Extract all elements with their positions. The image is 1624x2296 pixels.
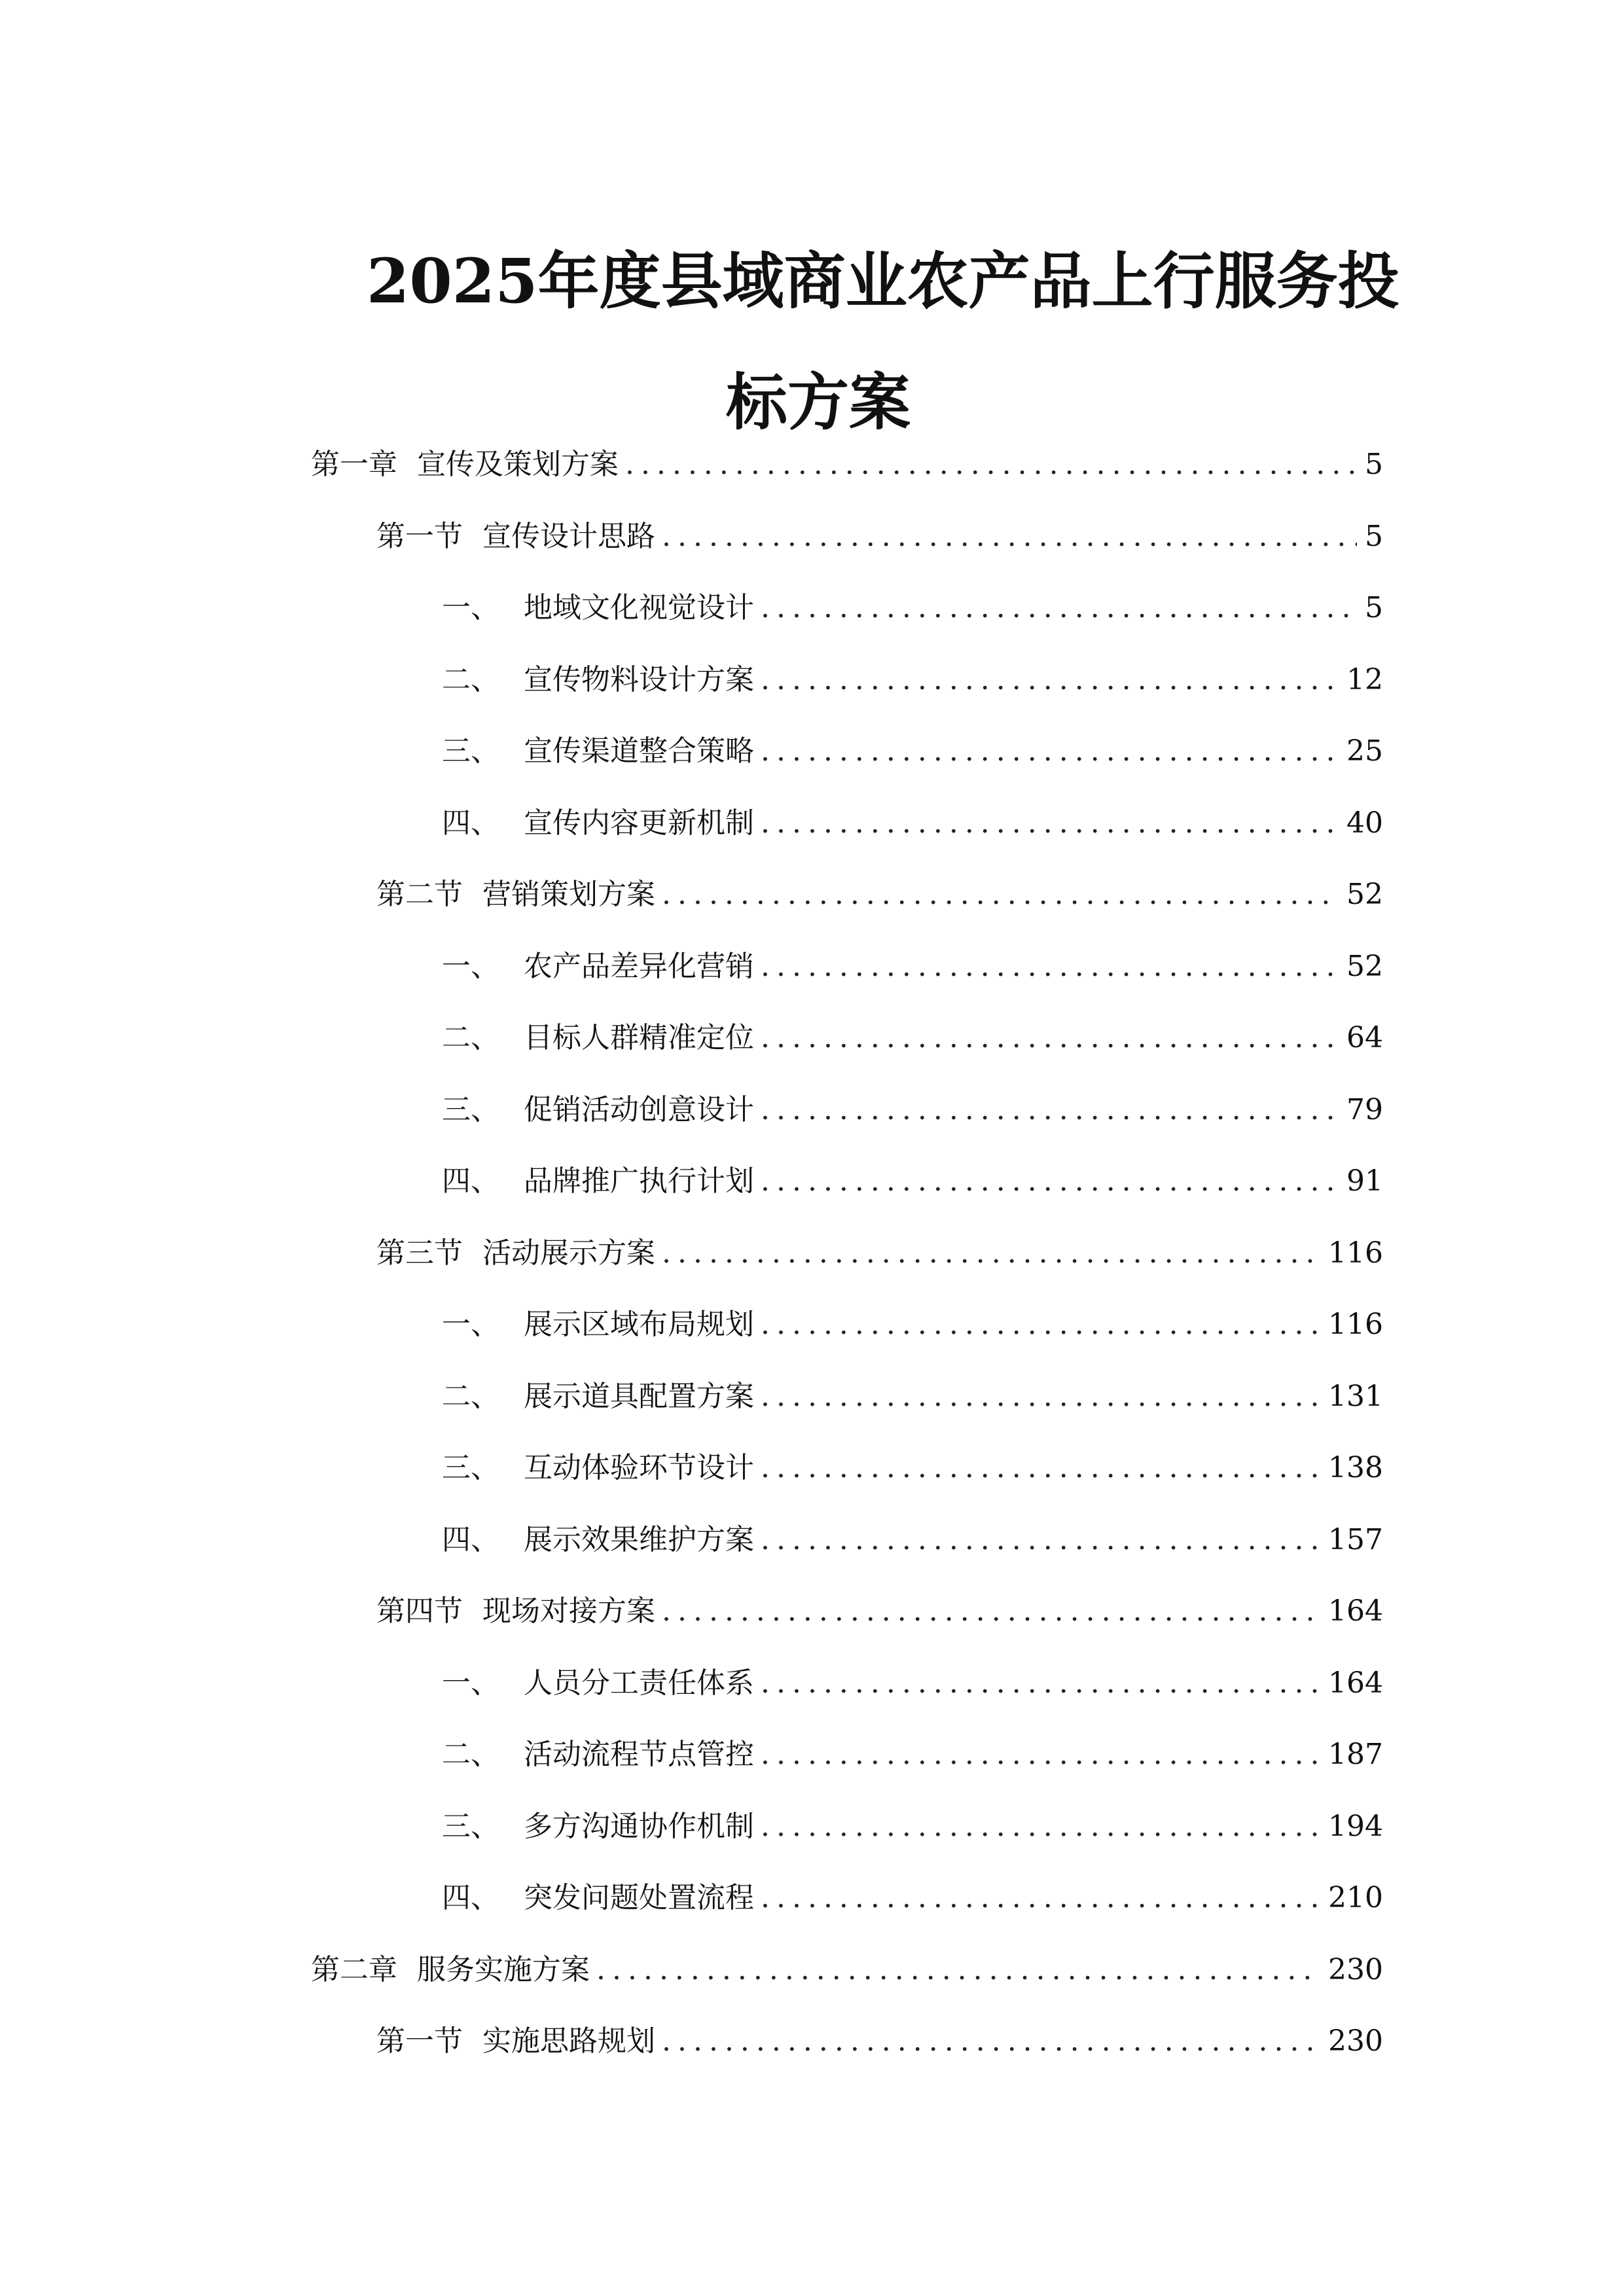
toc-entry[interactable] — [442, 732, 1383, 771]
toc-entry-title: 农产品差异化营销 — [524, 949, 754, 983]
toc-dot-leader — [662, 517, 1357, 556]
toc-entry[interactable] — [442, 660, 1383, 700]
toc-dot-leader — [761, 1448, 1320, 1488]
toc-entry-title: 活动展示方案 — [482, 1236, 655, 1270]
toc-entry-title: 突发问题处置流程 — [524, 1881, 754, 1914]
toc-entry-label — [442, 1090, 754, 1130]
toc-page-number: 230 — [1328, 1952, 1383, 1986]
toc-entry-label — [442, 1448, 754, 1488]
toc-page-number: 79 — [1346, 1092, 1383, 1126]
toc-entry-title: 多方沟通协作机制 — [524, 1809, 754, 1843]
toc-entry-number: 三、 — [442, 1092, 499, 1126]
toc-entry-number: 第一节 — [376, 2024, 463, 2058]
toc-entry[interactable] — [442, 1735, 1383, 1774]
toc-page-number: 157 — [1328, 1522, 1383, 1556]
toc-dot-leader — [761, 1807, 1320, 1846]
toc-entry[interactable] — [442, 588, 1383, 628]
toc-entry[interactable] — [311, 1950, 1383, 1990]
toc-entry-number: 三、 — [442, 734, 499, 768]
toc-dot-leader — [625, 445, 1357, 484]
toc-page-number: 52 — [1346, 949, 1383, 983]
toc-entry-label — [442, 1305, 754, 1344]
toc-entry-label — [442, 1162, 754, 1201]
toc-entry-label — [376, 875, 655, 914]
toc-dot-leader — [761, 1664, 1320, 1703]
toc-page-number: 194 — [1328, 1809, 1383, 1843]
toc-page-number: 5 — [1365, 448, 1383, 481]
toc-entry-number: 四、 — [442, 806, 499, 840]
toc-entry[interactable] — [442, 1305, 1383, 1344]
toc-page-number: 116 — [1328, 1236, 1383, 1270]
toc-dot-leader — [761, 1018, 1339, 1058]
toc-entry-title: 地域文化视觉设计 — [524, 591, 754, 624]
toc-dot-leader — [662, 1234, 1320, 1273]
toc-entry[interactable] — [442, 1377, 1383, 1416]
toc-entry-number: 三、 — [442, 1451, 499, 1484]
toc-entry-number: 三、 — [442, 1809, 499, 1843]
toc-entry-title: 宣传渠道整合策略 — [524, 734, 754, 768]
toc-page-number: 25 — [1346, 734, 1383, 768]
toc-dot-leader — [761, 947, 1339, 986]
toc-entry[interactable] — [442, 804, 1383, 843]
toc-dot-leader — [761, 1520, 1320, 1560]
toc-dot-leader — [761, 1878, 1320, 1918]
toc-entry[interactable] — [442, 1448, 1383, 1488]
toc-dot-leader — [761, 732, 1339, 771]
toc-entry-number: 二、 — [442, 1021, 499, 1054]
toc-entry-number: 一、 — [442, 949, 499, 983]
toc-entry-number: 一、 — [442, 1308, 499, 1341]
toc-entry-label — [311, 445, 619, 484]
toc-entry[interactable] — [442, 1664, 1383, 1703]
toc-entry-title: 活动流程节点管控 — [524, 1738, 754, 1771]
toc-entry-title: 展示道具配置方案 — [524, 1379, 754, 1413]
toc-entry-number: 一、 — [442, 1666, 499, 1700]
toc-page-number: 187 — [1328, 1738, 1383, 1771]
toc-entry[interactable] — [442, 1878, 1383, 1918]
toc-page-number: 131 — [1328, 1379, 1383, 1413]
toc-entry-label — [376, 1234, 655, 1273]
toc-entry-number: 二、 — [442, 662, 499, 696]
toc-dot-leader — [761, 1090, 1339, 1130]
toc-page-number: 5 — [1365, 519, 1383, 553]
toc-entry-title: 展示区域布局规划 — [524, 1308, 754, 1341]
document-title-line-1: 2025年度县域商业农产品上行服务投 — [367, 245, 1399, 317]
toc-entry-label — [442, 1377, 754, 1416]
toc-page-number: 230 — [1328, 2024, 1383, 2058]
toc-entry[interactable] — [442, 1520, 1383, 1560]
toc-entry[interactable] — [376, 1234, 1383, 1273]
toc-entry-label — [442, 588, 754, 628]
toc-entry-label — [376, 517, 655, 556]
toc-page-number: 40 — [1346, 806, 1383, 840]
toc-entry-title: 促销活动创意设计 — [524, 1092, 754, 1126]
toc-dot-leader — [761, 1377, 1320, 1416]
toc-dot-leader — [761, 660, 1339, 700]
toc-entry[interactable] — [376, 1592, 1383, 1631]
toc-page-number: 210 — [1328, 1881, 1383, 1914]
toc-entry-label — [442, 947, 754, 986]
toc-dot-leader — [761, 1735, 1320, 1774]
toc-entry[interactable] — [442, 1162, 1383, 1201]
toc-entry[interactable] — [376, 875, 1383, 914]
toc-entry-title: 品牌推广执行计划 — [524, 1164, 754, 1198]
toc-dot-leader — [662, 2022, 1320, 2061]
toc-entry-title: 营销策划方案 — [482, 878, 655, 911]
toc-entry-label — [311, 1950, 590, 1990]
toc-entry-number: 第一章 — [311, 448, 397, 481]
toc-entry-label — [442, 1664, 754, 1703]
toc-entry-label — [442, 804, 754, 843]
toc-entry-label — [442, 660, 754, 700]
toc-entry-number: 二、 — [442, 1738, 499, 1771]
toc-page-number: 12 — [1346, 662, 1383, 696]
toc-dot-leader — [761, 804, 1339, 843]
toc-entry-number: 第二节 — [376, 878, 463, 911]
toc-page-number: 164 — [1328, 1666, 1383, 1700]
toc-entry-number: 第一节 — [376, 519, 463, 553]
toc-entry-label — [442, 1018, 754, 1058]
document-title-line-2: 标方案 — [725, 366, 911, 439]
toc-entry-title: 现场对接方案 — [482, 1594, 655, 1628]
toc-entry-title: 宣传及策划方案 — [417, 448, 619, 481]
toc-page-number: 5 — [1365, 591, 1383, 624]
toc-dot-leader — [761, 1162, 1339, 1201]
toc-entry[interactable] — [311, 445, 1383, 484]
toc-entry-title: 实施思路规划 — [482, 2024, 655, 2058]
toc-entry-number: 四、 — [442, 1881, 499, 1914]
toc-entry-number: 四、 — [442, 1164, 499, 1198]
toc-page-number: 91 — [1346, 1164, 1383, 1198]
toc-entry-title: 宣传物料设计方案 — [524, 662, 754, 696]
toc-entry-number: 第三节 — [376, 1236, 463, 1270]
toc-entry[interactable] — [442, 947, 1383, 986]
toc-entry[interactable] — [376, 2022, 1383, 2061]
toc-entry-label — [376, 2022, 655, 2061]
toc-entry-label — [442, 1878, 754, 1918]
toc-page-number: 64 — [1346, 1021, 1383, 1054]
toc-entry-number: 四、 — [442, 1522, 499, 1556]
toc-entry[interactable] — [442, 1807, 1383, 1846]
toc-page-number: 138 — [1328, 1451, 1383, 1484]
toc-entry-number: 第二章 — [311, 1952, 397, 1986]
toc-entry-title: 人员分工责任体系 — [524, 1666, 754, 1700]
toc-entry-title: 互动体验环节设计 — [524, 1451, 754, 1484]
toc-entry-title: 宣传内容更新机制 — [524, 806, 754, 840]
toc-dot-leader — [596, 1950, 1320, 1990]
toc-entry[interactable] — [442, 1018, 1383, 1058]
toc-entry-title: 展示效果维护方案 — [524, 1522, 754, 1556]
toc-dot-leader — [662, 875, 1339, 914]
toc-entry-number: 二、 — [442, 1379, 499, 1413]
toc-entry-number: 一、 — [442, 591, 499, 624]
toc-entry[interactable] — [376, 517, 1383, 556]
toc-entry-label — [442, 1520, 754, 1560]
toc-dot-leader — [662, 1592, 1320, 1631]
toc-entry-title: 宣传设计思路 — [482, 519, 655, 553]
toc-entry-label — [442, 1807, 754, 1846]
toc-page-number: 52 — [1346, 878, 1383, 911]
toc-entry-label — [442, 1735, 754, 1774]
toc-dot-leader — [761, 588, 1357, 628]
toc-entry-number: 第四节 — [376, 1594, 463, 1628]
toc-entry-title: 服务实施方案 — [417, 1952, 590, 1986]
toc-entry[interactable] — [442, 1090, 1383, 1130]
toc-page-number: 164 — [1328, 1594, 1383, 1628]
toc-entry-label — [442, 732, 754, 771]
toc-entry-title: 目标人群精准定位 — [524, 1021, 754, 1054]
toc-dot-leader — [761, 1305, 1320, 1344]
toc-entry-label — [376, 1592, 655, 1631]
toc-page-number: 116 — [1328, 1308, 1383, 1341]
